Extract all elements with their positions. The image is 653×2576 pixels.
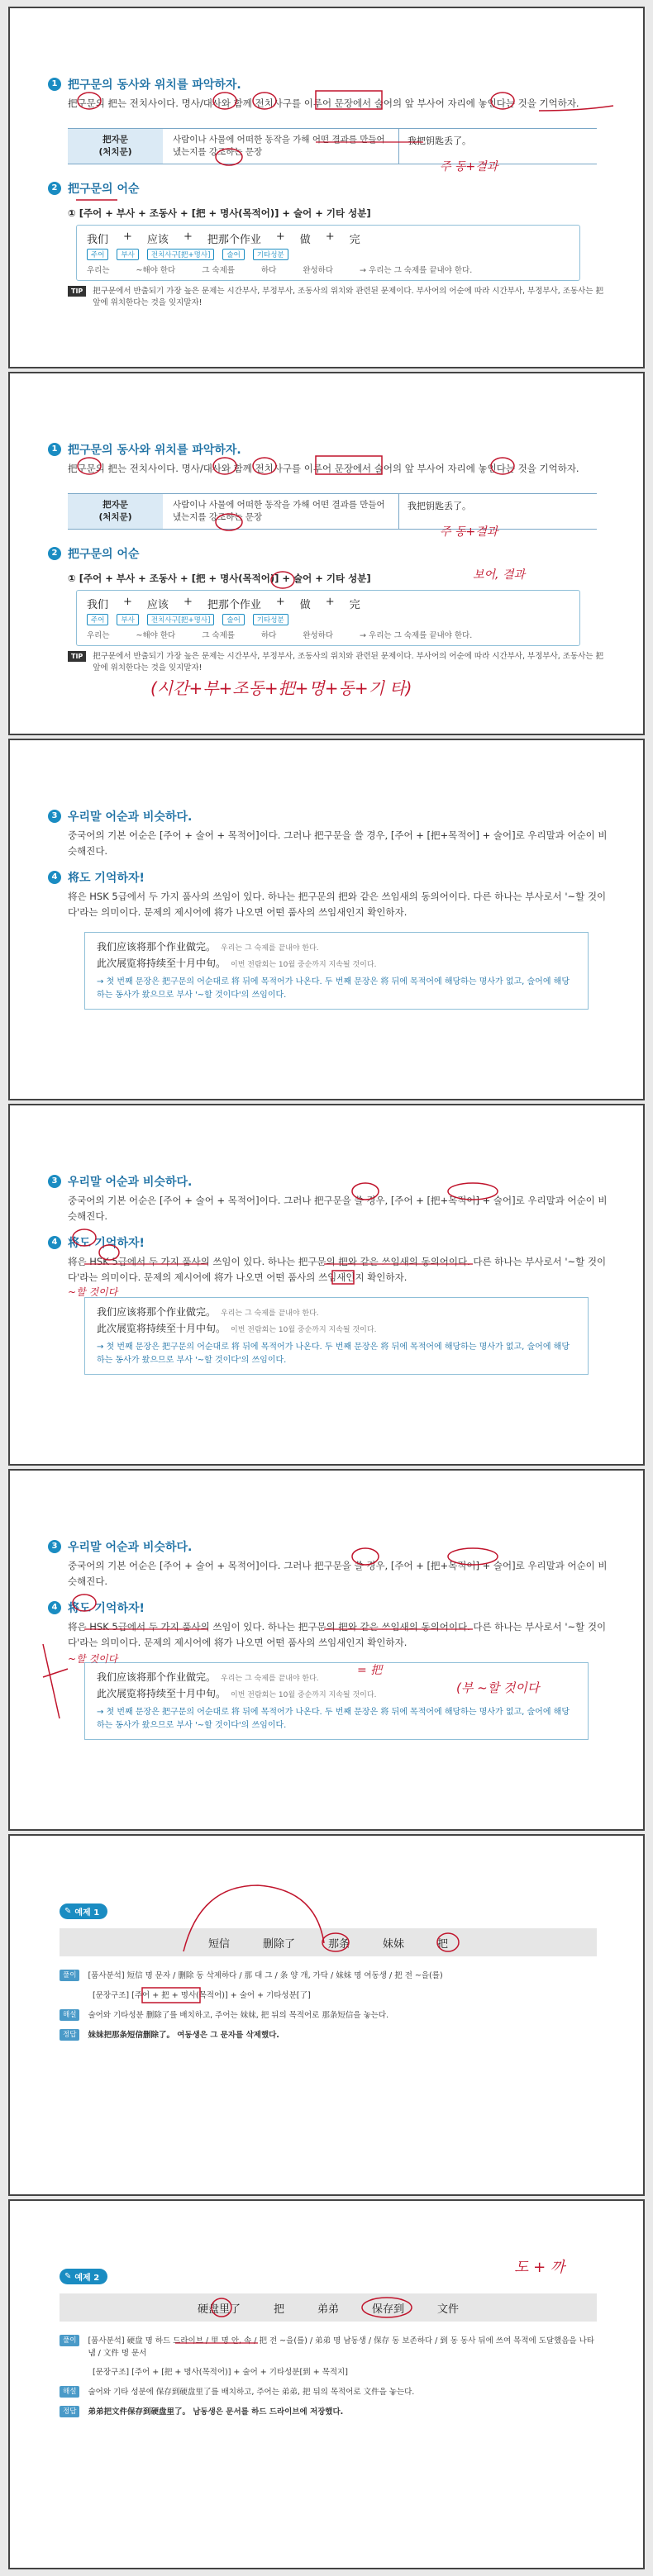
example-box: 我们应该将那个作业做完。 우리는 그 숙제를 끝내야 한다. 此次展览将持续至十月中旬。 이번 전람회는 10월 중순까지 지속될 것이다. → 첫 번째 문장은 把구문의 어순대로 将 뒤에 목적어가 나온다. 두 번째 문장은 将 뒤에 목적어에 해당하는 명사가 없고, 술어에 해당하는 동사가 왔으므로 부사 '~할 것이다'의 쓰임이다. [84,932,589,1010]
section-title: 将도 기억하자! [68,872,145,885]
word-chip: 保存到 [372,2303,405,2316]
word-chip: 文件 [437,2303,460,2316]
section-title: 把구문의 어순 [68,183,140,196]
tip: TIP 把구문에서 반출되기 가장 높은 문제는 시간부사, 부정부사, 조동사의 위치와 관련된 문제이다. 부사어의 어순에 따라 시간부사, 부정부사, 조동사는 把 앞에 위치한다는 것을 잊지말자! [68,286,605,309]
section-title: 把구문의 어순 [68,548,140,561]
svg-text:(시간+부+조동+把+명+동+기 타): (시간+부+조동+把+명+동+기 타) [150,678,412,698]
svg-text:~할 것이다: ~할 것이다 [68,1286,118,1298]
section-body: 중국어의 기본 어순은 [주어 + 술어 + 목적어]이다. 그러나 把구문을 쓸 경우, [주어 + [把+목적어] + 술어]로 우리말과 어순이 비슷해진다. [68,1195,608,1222]
pencil-icon: ✎ [64,2272,72,2281]
section-number: 3 [48,810,61,823]
word-chip: 删除了 [262,1937,295,1951]
section-number: 4 [48,871,61,884]
svg-text:~할 것이다: ~할 것이다 [68,1653,118,1665]
page-7 [8,2199,645,2569]
section-body: 중국어의 기본 어순은 [주어 + 술어 + 목적어]이다. 그러나 把구문을 쓸 경우, [주어 + [把+목적어] + 술어]로 우리말과 어순이 비슷해진다. [68,1560,608,1587]
example-box: 我们应该将那个作业做完。 우리는 그 숙제를 끝내야 한다. 此次展览将持续至十月中旬。 이번 전람회는 10월 중순까지 지속될 것이다. → 첫 번째 문장은 把구문의 어순대로 将 뒤에 목적어가 나온다. 두 번째 문장은 将 뒤에 목적어에 해당하는 명사가 없고, 술어에 해당하는 동사가 왔으므로 부사 '~할 것이다'의 쓰임이다. [84,1297,589,1375]
page-3 [8,739,645,1100]
section-4-heading [48,1599,643,1616]
handwriting-overlay [10,1471,645,1831]
section-body: 把구문의 把는 전치사이다. 명사/대사와 함께 전치사구를 이루어 문장에서 술어의 앞 부사어 자리에 놓인다는 것을 기억하자. [68,463,579,474]
section-title: 우리말 어순과 비슷하다. [68,1176,193,1189]
page-4 [8,1104,645,1466]
page-1 [8,7,645,368]
word-bar [60,2293,597,2322]
page-5 [8,1469,645,1831]
definition-table [68,128,597,164]
section-body: 将은 HSK 5급에서 두 가지 품사의 쓰임이 있다. 하나는 把구문의 把와 같은 쓰임새의 동의어이다. 다른 하나는 부사로서 '~할 것이다'라는 의미이다. 문제의 제시어에 将가 나오면 어떤 품사의 쓰임새인지 확인하자. [68,891,607,918]
section-body: 将은 HSK 5급에서 두 가지 품사의 쓰임이 있다. 하나는 把구문의 把와 같은 쓰임새의 동의어이다. 다른 하나는 부사로서 '~할 것이다'라는 의미이다. 문제의 제시어에 将가 나오면 어떤 품사의 쓰임새인지 확인하자. [68,1256,607,1283]
explanation-row: 해설 술어와 기타 성분에 保存到硬盘里了를 배치하고, 주어는 弟弟, 把 뒤의 목적어로 文件을 놓는다. [60,2386,597,2398]
word-chip: 把 [273,2303,284,2316]
svg-text:= 把: = 把 [357,1664,383,1677]
section-3-heading [48,1173,643,1190]
section-body: 将은 HSK 5급에서 두 가지 품사의 쓰임이 있다. 하나는 把구문의 把와 같은 쓰임새의 동의어이다. 다른 하나는 부사로서 '~할 것이다'라는 의미이다. 문제의 제시어에 将가 나오면 어떤 품사의 쓰임새인지 확인하자. [68,1621,607,1648]
section-number: 4 [48,1236,61,1249]
definition-example: 我把钥匙丢了。 [398,129,597,164]
section-number: 2 [48,547,61,560]
answer-row: 정답 弟弟把文件保存到硬盘里了。 남동생은 문서를 하드 드라이브에 저장했다. [60,2406,597,2418]
definition-body: 사람이나 사물에 어떠한 동작을 가해 어떤 결과를 만들어 냈는지를 강조하는 문장 [173,135,385,157]
svg-text:주 동+결과: 주 동+결과 [440,525,498,539]
answer-row: 정답 妹妹把那条短信删除了。 여동생은 그 문자를 삭제했다. [60,2029,597,2041]
svg-text:주 동+결과: 주 동+결과 [440,160,498,173]
definition-head: 把자문 (처치문) [68,129,163,164]
analysis-row: 풀이 [품사분석] 硬盘 명 하드 드라이브 / 里 명 안, 속 / 把 전 ~을(를) / 弟弟 명 남동생 / 保存 동 보존하다 / 到 동 동사 뒤에 쓰여 목적에 도달했음을 나타냄 / 文件 명 문서 [60,2335,597,2360]
section-3-heading [48,808,643,825]
section-title: 우리말 어순과 비슷하다. [68,1541,193,1554]
definition-body: 사람이나 사물에 어떠한 동작을 가해 어떤 결과를 만들어 냈는지를 강조하는 문장 [173,500,385,522]
svg-text:도 + 까: 도 + 까 [514,2259,565,2276]
section-number: 1 [48,78,61,91]
word-chip: 妹妹 [383,1937,405,1951]
section-body: 把구문의 把는 전치사이다. 명사/대사와 함께 전치사구를 이루어 문장에서 술어의 앞 부사어 자리에 놓인다는 것을 기억하자. [68,97,579,109]
page-2 [8,372,645,735]
structure-row: [문장구조] [주어 + 把 + 명사(목적어)] + 술어 + 기타성분[了] [93,1991,311,2000]
handwriting-overlay [10,2201,645,2569]
page-6 [8,1834,645,2196]
word-chip: 硬盘里了 [197,2303,241,2316]
word-chip: 把 [437,1937,449,1951]
word-order-formula: ① [주어 + 부사 + 조동사 + [把 + 명사(목적어)] + 술어 + 기타 성분] [68,573,371,584]
section-title: 将도 기억하자! [68,1602,145,1615]
definition-example: 我把钥匙丢了。 [398,494,597,529]
structure-row: [문장구조] [주어 + [把 + 명사(목적어)] + 술어 + 기타성분[到 + 목적지] [93,2368,348,2377]
definition-table [68,493,597,530]
handwriting-overlay [10,1105,645,1466]
section-4-heading [48,1234,643,1251]
example-1-label: ✎ 예제 1 [60,1903,107,1919]
section-2-heading [48,180,643,197]
section-title: 把구문의 동사와 위치를 파악하자. [68,78,241,92]
analysis-row: 풀이 [품사분석] 短信 명 문자 / 删除 동 삭제하다 / 那 대 그 / 条 양 개, 가닥 / 妹妹 명 여동생 / 把 전 ~을(를) [60,1970,597,1982]
section-1-heading [48,76,643,93]
word-chip: 弟弟 [317,2303,339,2316]
explanation-row: 해설 술어와 기타성분 删除了를 배치하고, 주어는 妹妹, 把 뒤의 목적어로 那条短信을 놓는다. [60,2009,597,2022]
pattern-box: 我们 + 应该 + 把那个作业 + 做 + 完 주어 부사 전치사구[把+명사] 술어 기타성분 우리는 ~해야 한다 그 숙제를 하다 완성하다 → 우리는 그 숙제를 끝내야 한다. [76,225,580,281]
section-3-heading [48,1538,643,1555]
word-chip: 那条 [327,1937,350,1951]
section-number: 4 [48,1601,61,1614]
word-chip: 短信 [207,1937,230,1951]
section-number: 3 [48,1175,61,1188]
section-number: 2 [48,182,61,195]
section-number: 3 [48,1540,61,1553]
example-2-label: ✎ 예제 2 [60,2269,107,2284]
section-4-heading [48,869,643,886]
svg-text:(부 ~할 것이다: (부 ~할 것이다 [456,1680,540,1695]
pencil-icon: ✎ [64,1907,72,1916]
word-order-formula: ① [주어 + 부사 + 조동사 + [把 + 명사(목적어)] + 술어 + 기타 성분] [68,207,371,219]
section-number: 1 [48,443,61,456]
section-2-heading [48,545,643,562]
tip: TIP 把구문에서 반출되기 가장 높은 문제는 시간부사, 부정부사, 조동사의 위치와 관련된 문제이다. 부사어의 어순에 따라 시간부사, 부정부사, 조동사는 把 앞에 위치한다는 것을 잊지말자! [68,651,605,674]
section-title: 把구문의 동사와 위치를 파악하자. [68,444,241,457]
word-bar [60,1928,597,1956]
example-box: 我们应该将那个作业做完。 우리는 그 숙제를 끝내야 한다. 此次展览将持续至十月中旬。 이번 전람회는 10월 중순까지 지속될 것이다. → 첫 번째 문장은 把구문의 어순대로 将 뒤에 목적어가 나온다. 두 번째 문장은 将 뒤에 목적어에 해당하는 명사가 없고, 술어에 해당하는 동사가 왔으므로 부사 '~할 것이다'의 쓰임이다. [84,1662,589,1740]
section-1-heading [48,441,643,458]
definition-head: 把자문 (처치문) [68,494,163,529]
svg-text:보어, 결과: 보어, 결과 [473,568,525,582]
section-title: 우리말 어순과 비슷하다. [68,810,193,824]
pattern-box: 我们 + 应该 + 把那个作业 + 做 + 完 주어 부사 전치사구[把+명사] 술어 기타성분 우리는 ~해야 한다 그 숙제를 하다 완성하다 → 우리는 그 숙제를 끝내야 한다. [76,590,580,646]
section-body: 중국어의 기본 어순은 [주어 + 술어 + 목적어]이다. 그러나 把구문을 쓸 경우, [주어 + [把+목적어] + 술어]로 우리말과 어순이 비슷해진다. [68,829,608,857]
section-title: 将도 기억하자! [68,1237,145,1250]
